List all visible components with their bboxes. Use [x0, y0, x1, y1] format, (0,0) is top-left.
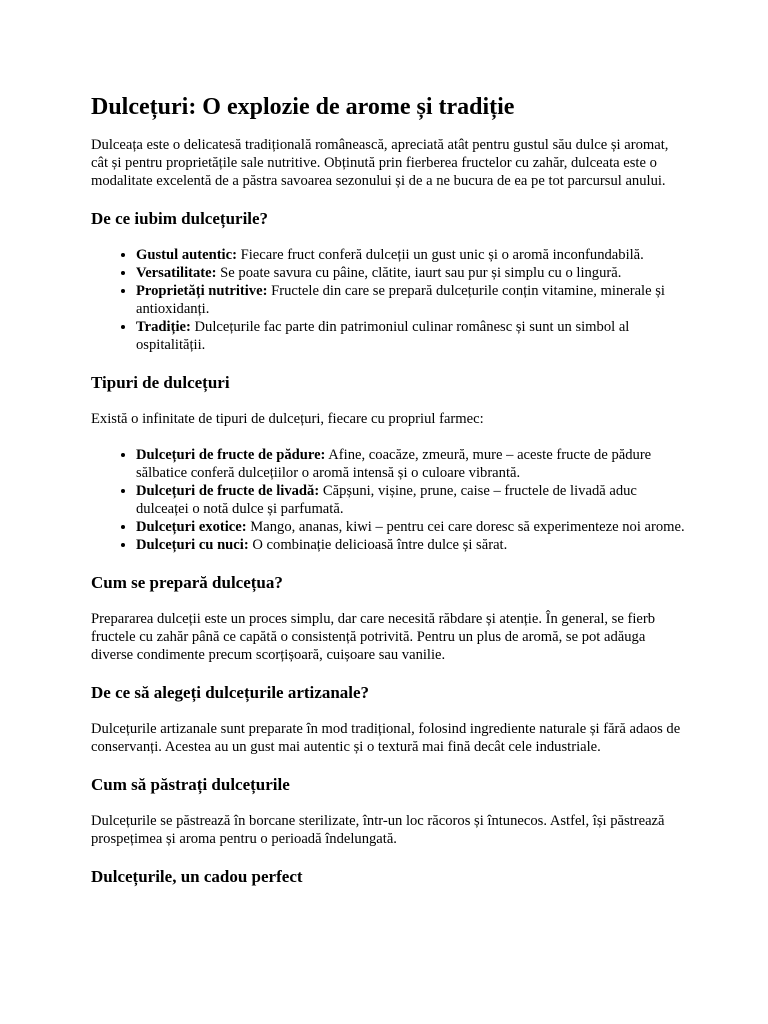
list-item: [136, 536, 686, 554]
storage-paragraph: Dulcețurile se păstrează în borcane sterilizate, într-un loc răcoros și întunecos. Astfel, își păstrează prospețimea și aroma pentru o perioadă îndelungată.: [91, 813, 665, 847]
item-text: Fructele din care se prepară dulcețurile conțin vitamine, minerale și antioxidanți.: [136, 283, 665, 317]
item-text: Mango, ananas, kiwi – pentru cei care doresc să experimenteze noi arome.: [246, 519, 685, 535]
item-term: Dulcețuri de fructe de pădure:: [136, 447, 326, 463]
intro-paragraph: Dulceața este o delicatesă tradițională românească, apreciată atât pentru gustul său dulce și aromat, cât și pentru proprietățile sale nutritive. Obținută prin fierberea fructelor cu zahăr, dulceata este o modalitate excelentă de a păstra savoarea sezonului și de a ne bucura de ea pe tot parcursul anului.: [91, 137, 669, 189]
item-text: Fiecare fruct conferă dulceții un gust unic și o aromă inconfundabilă.: [236, 247, 644, 263]
item-term: Proprietăți nutritive:: [136, 283, 268, 299]
list-item: [136, 318, 686, 354]
item-term: Dulcețuri cu nuci:: [136, 537, 249, 553]
item-term: Versatilitate:: [136, 265, 217, 281]
list-item: [136, 246, 686, 264]
item-text: O combinație delicioasă între dulce și sărat.: [248, 537, 508, 553]
list-item: [136, 264, 686, 282]
prep-heading: Cum se prepară dulcețua?: [91, 573, 283, 592]
item-term: Gustul autentic:: [136, 247, 237, 263]
types-heading: Tipuri de dulcețuri: [91, 373, 230, 392]
item-text: Se poate savura cu pâine, clătite, iaurt sau pur și simplu cu o lingură.: [216, 265, 622, 281]
item-text: Dulcețurile fac parte din patrimoniul culinar românesc și sunt un simbol al ospitalității.: [136, 319, 630, 353]
prep-paragraph: Prepararea dulceții este un proces simplu, dar care necesită răbdare și atenție. În general, se fierb fructele cu zahăr până ce capătă o consistență potrivită. Pentru un plus de aromă, se pot adăuga diverse condimente precum scorțișoară, cuișoare sau vanilie.: [91, 611, 656, 663]
types-list: [91, 446, 686, 554]
item-term: Dulcețuri de fructe de livadă:: [136, 483, 320, 499]
artisanal-paragraph: Dulcețurile artizanale sunt preparate în mod tradițional, folosind ingrediente naturale și fără adaos de conservanți. Acestea au un gust mai autentic și o textură mai fină decât cele industriale.: [91, 721, 681, 755]
why-list: [91, 246, 686, 354]
artisanal-heading: De ce să alegeți dulcețurile artizanale?: [91, 683, 370, 702]
item-term: Dulcețuri exotice:: [136, 519, 247, 535]
item-term: Tradiție:: [136, 319, 191, 335]
gift-heading: Dulcețurile, un cadou perfect: [91, 867, 303, 886]
list-item: [136, 282, 686, 318]
storage-heading: Cum să păstrați dulcețurile: [91, 775, 290, 794]
list-item: [136, 518, 686, 536]
list-item: [136, 482, 686, 518]
types-intro: Există o infinitate de tipuri de dulcețuri, fiecare cu propriul farmec:: [91, 411, 484, 427]
why-heading: De ce iubim dulcețurile?: [91, 209, 269, 228]
list-item: [136, 446, 686, 482]
item-text: Căpșuni, vișine, prune, caise – fructele de livadă aduc dulceaței o notă dulce și parfumată.: [136, 483, 637, 517]
document-page: [91, 92, 686, 904]
item-text: Afine, coacăze, zmeură, mure – aceste fructe de pădure sălbatice conferă dulcețiilor o aromă intensă și o culoare vibrantă.: [136, 447, 652, 481]
page-title: Dulcețuri: O explozie de arome și tradiție: [91, 94, 515, 120]
